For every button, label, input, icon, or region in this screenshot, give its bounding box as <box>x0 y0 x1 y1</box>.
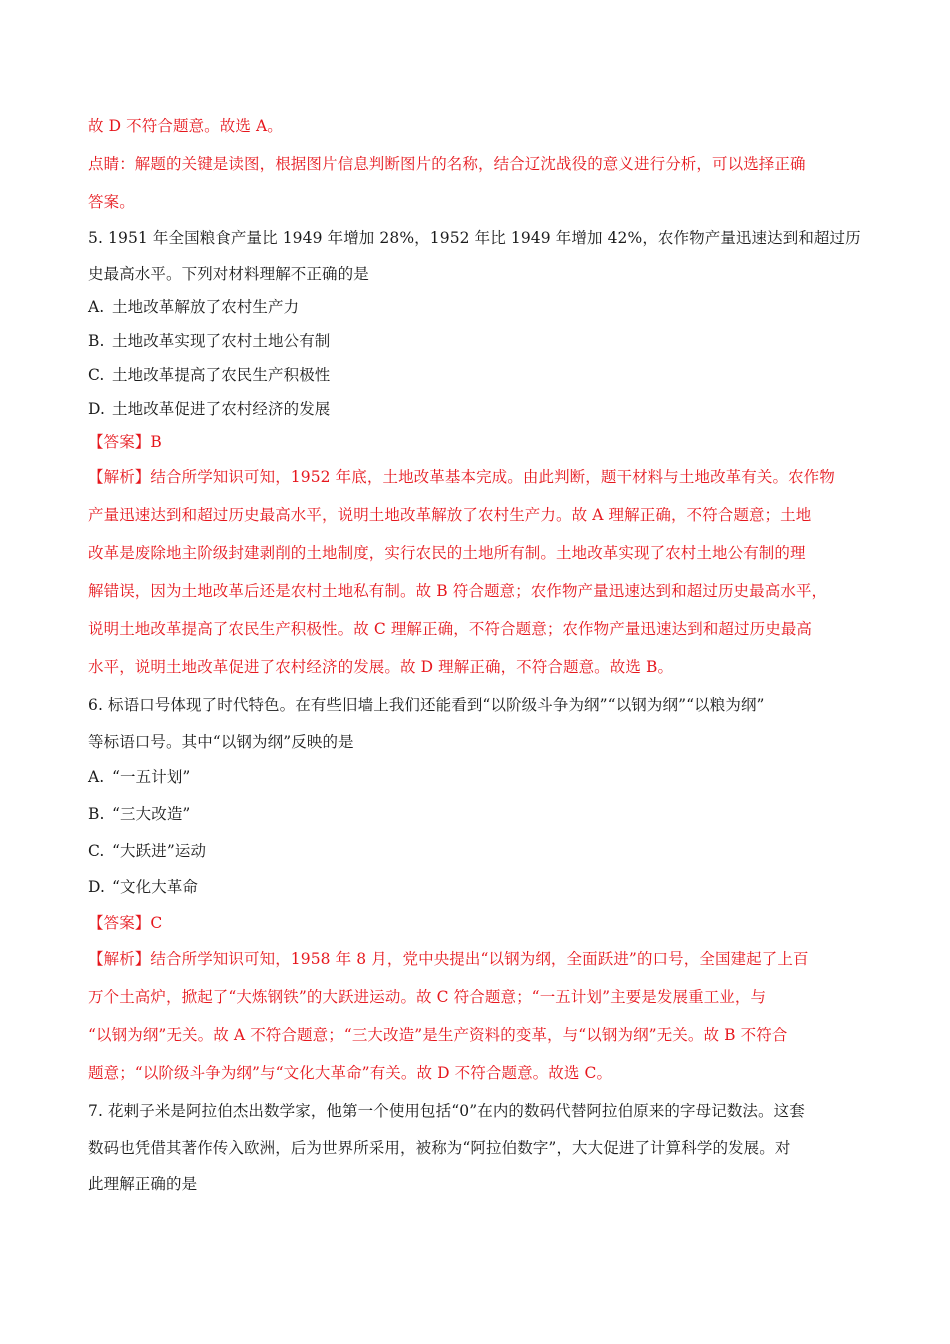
q4-tip-line-1: 点睛：解题的关键是读图，根据图片信息判断图片的名称，结合辽沈战役的意义进行分析，可以选择正确 <box>88 155 806 173</box>
q5-analysis-line-1: 【解析】结合所学知识可知，1952 年底，土地改革基本完成。由此判断，题干材料与土地改革有关。农作物 <box>88 468 835 486</box>
q5-analysis-line-5: 说明土地改革提高了农民生产积极性。故 C 理解正确，不符合题意；农作物产量迅速达到和超过历史最高 <box>88 620 813 638</box>
q4-conclusion: 故 D 不符合题意。故选 A。 <box>88 117 283 135</box>
q6-stem-line-2: 等标语口号。其中“以钢为纲”反映的是 <box>88 733 354 751</box>
option-label: B. <box>88 805 105 823</box>
q5-option-c <box>88 365 878 385</box>
q4-tip-line-2: 答案。 <box>88 193 135 211</box>
q5-stem-line-1: 5. 1951 年全国粮食产量比 1949 年增加 28%，1952 年比 1949 年增加 42%，农作物产量迅速达到和超过历 <box>88 229 861 247</box>
option-label: C. <box>88 842 105 860</box>
option-label: A. <box>88 768 105 786</box>
q6-stem-line-1: 6. 标语口号体现了时代特色。在有些旧墙上我们还能看到“以阶级斗争为纲”“以钢为纲”“以粮为纲” <box>88 696 765 714</box>
option-text: 土地改革解放了农村生产力 <box>112 298 300 316</box>
q6-answer: 【答案】C <box>88 914 163 932</box>
option-label: C. <box>88 366 105 384</box>
q6-option-d <box>88 877 878 897</box>
q5-analysis-line-3: 改革是废除地主阶级封建剥削的土地制度，实行农民的土地所有制。土地改革实现了农村土地公有制的理 <box>88 544 806 562</box>
q6-analysis-line-4: 题意；“以阶级斗争为纲”与“文化大革命”有关。故 D 不符合题意。故选 C。 <box>88 1064 613 1082</box>
q6-option-c <box>88 841 878 861</box>
q6-analysis-line-3: “以钢为纲”无关。故 A 不符合题意；“三大改造”是生产资料的变革，与“以钢为纲”无关。故 B 不符合 <box>88 1026 788 1044</box>
option-text: “一五计划” <box>112 768 191 786</box>
option-text: “三大改造” <box>112 805 191 823</box>
q5-analysis-line-2: 产量迅速达到和超过历史最高水平，说明土地改革解放了农村生产力。故 A 理解正确，不符合题意；土地 <box>88 506 812 524</box>
option-label: D. <box>88 400 106 418</box>
q5-option-d <box>88 399 878 419</box>
option-text: “文化大革命 <box>112 878 199 896</box>
q6-analysis-line-1: 【解析】结合所学知识可知，1958 年 8 月，党中央提出“以钢为纲，全面跃进”的口号，全国建起了上百 <box>88 950 809 968</box>
q6-option-b <box>88 804 878 824</box>
q5-answer: 【答案】B <box>88 433 162 451</box>
q5-analysis-line-6: 水平，说明土地改革促进了农村经济的发展。故 D 理解正确，不符合题意。故选 B。 <box>88 658 674 676</box>
q7-stem-line-2: 数码也凭借其著作传入欧洲，后为世界所采用，被称为“阿拉伯数字”，大大促进了计算科学的发展。对 <box>88 1139 791 1157</box>
option-label: D. <box>88 878 106 896</box>
option-text: 土地改革促进了农村经济的发展 <box>112 400 331 418</box>
q5-option-b <box>88 331 878 351</box>
q7-stem-line-3: 此理解正确的是 <box>88 1175 198 1193</box>
q6-analysis-line-2: 万个土高炉，掀起了“大炼钢铁”的大跃进运动。故 C 符合题意；“一五计划”主要是发展重工业，与 <box>88 988 767 1006</box>
option-text: “大跃进”运动 <box>112 842 207 860</box>
option-text: 土地改革实现了农村土地公有制 <box>112 332 331 350</box>
q6-option-a <box>88 767 878 787</box>
q7-stem-line-1: 7. 花剌子米是阿拉伯杰出数学家，他第一个使用包括“0”在内的数码代替阿拉伯原来的字母记数法。这套 <box>88 1102 805 1120</box>
q5-option-a <box>88 297 878 317</box>
option-label: B. <box>88 332 105 350</box>
option-text: 土地改革提高了农民生产积极性 <box>112 366 331 384</box>
q5-stem-line-2: 史最高水平。下列对材料理解不正确的是 <box>88 265 369 283</box>
option-label: A. <box>88 298 105 316</box>
q5-analysis-line-4: 解错误，因为土地改革后还是农村土地私有制。故 B 符合题意；农作物产量迅速达到和超过历史最高水平， <box>88 582 828 600</box>
